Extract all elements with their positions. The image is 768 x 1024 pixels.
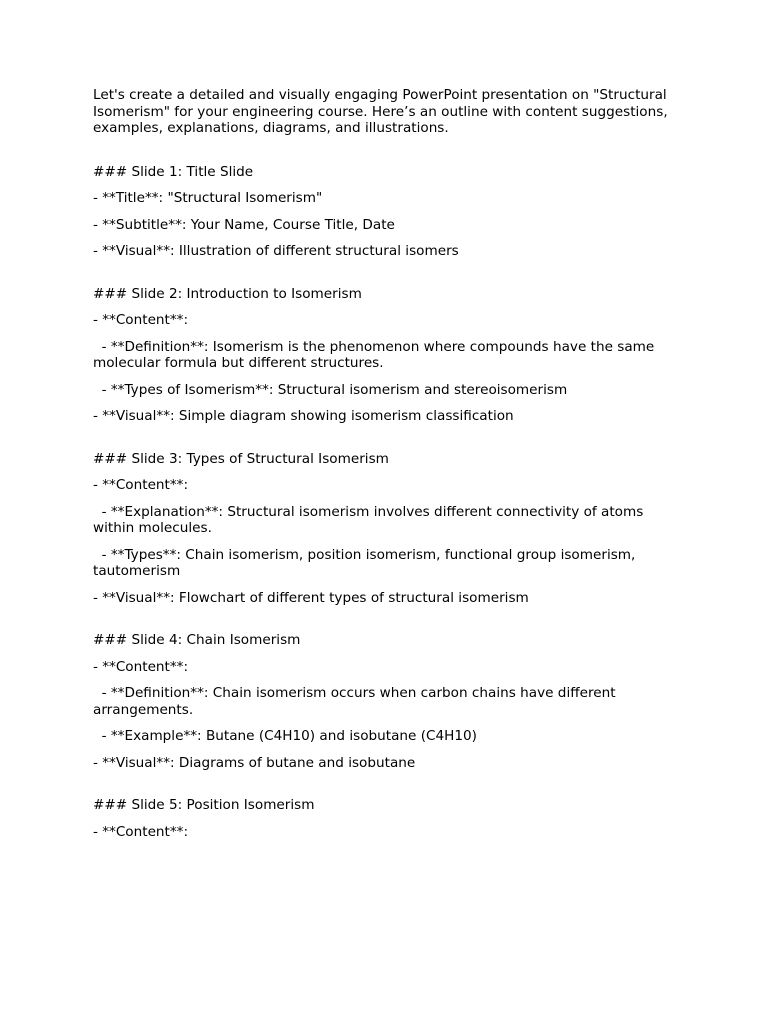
- slide3-types-line: - **Types**: Chain isomerism, position isomerism, functional group isomerism, tautomerism: [93, 546, 640, 579]
- slide4-example-line: - **Example**: Butane (C4H10) and isobutane (C4H10): [93, 728, 477, 744]
- slide4-heading: ### Slide 4: Chain Isomerism: [93, 632, 301, 648]
- slide3-content-line: - **Content**:: [93, 477, 189, 493]
- slide1-title-line: - **Title**: "Structural Isomerism": [93, 190, 323, 206]
- slide4-content-line: - **Content**:: [93, 658, 189, 675]
- slide1-visual-line: - **Visual**: Illustration of different structural isomers: [93, 243, 459, 259]
- slide2-visual-line: - **Visual**: Simple diagram showing isomerism classification: [93, 408, 514, 424]
- document-page: [93, 87, 683, 850]
- slide1-heading: ### Slide 1: Title Slide: [93, 163, 254, 180]
- slide5-heading: ### Slide 5: Position Isomerism: [93, 797, 315, 813]
- slide3-explanation-line: - **Explanation**: Structural isomerism involves different connectivity of atoms within molecules.: [93, 503, 648, 536]
- slide4-definition-line: - **Definition**: Chain isomerism occurs when carbon chains have different arrangements.: [93, 685, 620, 718]
- slide3-visual-line: - **Visual**: Flowchart of different types of structural isomerism: [93, 589, 529, 606]
- slide5-content-line: - **Content**:: [93, 823, 189, 840]
- slide2-definition-line: - **Definition**: Isomerism is the phenomenon where compounds have the same molecular formula but different structures.: [93, 338, 659, 371]
- slide2-content-line: - **Content**:: [93, 312, 189, 328]
- intro-paragraph: Let's create a detailed and visually engaging PowerPoint presentation on "Structural Isomerism" for your engineering course. Here’s an outline with content suggestions, examples, explanations, diagrams, and illustrations.: [93, 87, 672, 136]
- slide4-visual-line: - **Visual**: Diagrams of butane and isobutane: [93, 754, 416, 771]
- slide1-subtitle-line: - **Subtitle**: Your Name, Course Title, Date: [93, 216, 395, 233]
- slide2-types-line: - **Types of Isomerism**: Structural isomerism and stereoisomerism: [93, 381, 568, 398]
- slide3-heading: ### Slide 3: Types of Structural Isomerism: [93, 450, 389, 467]
- slide2-heading: ### Slide 2: Introduction to Isomerism: [93, 285, 362, 302]
